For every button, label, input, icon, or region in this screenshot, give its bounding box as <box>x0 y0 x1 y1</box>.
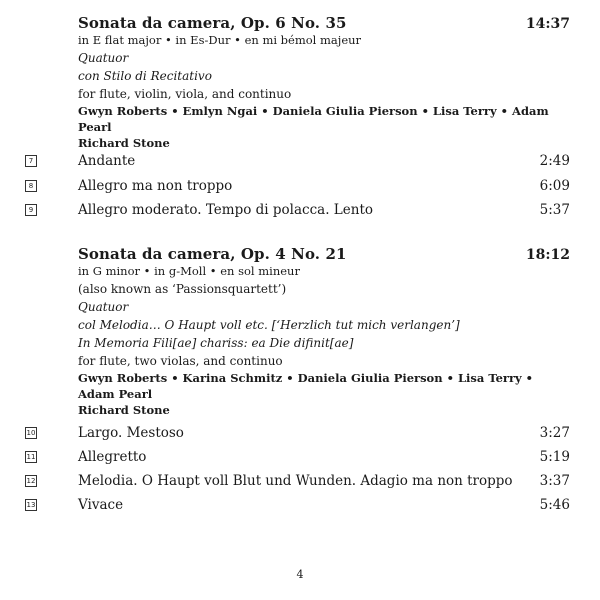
work-keys: in E flat major • in Es-Dur • en mi bémol majeur <box>78 33 362 47</box>
track-duration: 3:27 <box>539 425 570 441</box>
track-row[interactable] <box>25 494 570 516</box>
work-title: Sonata da camera, Op. 6 No. 35 <box>78 14 347 32</box>
track-row[interactable] <box>25 470 570 492</box>
track-number: 9 <box>25 204 37 216</box>
work-performers-cont: Richard Stone <box>78 136 170 150</box>
work-block <box>78 245 570 418</box>
work-italic-line: Quatuor <box>78 51 129 65</box>
track-number: 13 <box>26 501 36 509</box>
track-duration: 6:09 <box>539 178 570 194</box>
track-duration: 2:49 <box>539 153 570 169</box>
work-italic-line: In Memoria Fili[ae] chariss: ea Die difinit[ae] <box>78 336 354 350</box>
track-duration: 5:19 <box>539 449 570 465</box>
work-scoring: for flute, two violas, and continuo <box>78 354 283 368</box>
track-row[interactable] <box>25 150 570 172</box>
track-title: Vivace <box>78 497 124 513</box>
work-note: (also known as ‘Passionsquartett’) <box>78 282 287 296</box>
work-scoring: for flute, violin, viola, and continuo <box>78 87 292 101</box>
work-performers: Gwyn Roberts • Emlyn Ngai • Daniela Giulia Pierson • Lisa Terry • Adam Pearl <box>78 104 549 134</box>
track-number: 11 <box>26 453 36 461</box>
track-row[interactable] <box>25 446 570 468</box>
work-header <box>78 14 570 32</box>
track-title: Melodia. O Haupt voll Blut und Wunden. Adagio ma non troppo <box>78 473 513 489</box>
track-number: 12 <box>26 477 36 485</box>
work-duration: 14:37 <box>525 16 570 32</box>
work-block <box>78 14 570 151</box>
track-number: 8 <box>25 180 37 192</box>
track-duration: 5:46 <box>539 497 570 513</box>
track-number: 10 <box>26 429 36 437</box>
track-title: Allegro moderato. Tempo di polacca. Lento <box>78 202 373 218</box>
track-duration: 3:37 <box>539 473 570 489</box>
track-title: Allegro ma non troppo <box>78 178 233 194</box>
work-performers-cont: Richard Stone <box>78 403 170 417</box>
work-keys: in G minor • in g-Moll • en sol mineur <box>78 264 300 278</box>
track-title: Largo. Mestoso <box>78 425 184 441</box>
work-italic-line: Quatuor <box>78 300 129 314</box>
work-duration: 18:12 <box>525 247 570 263</box>
track-title: Allegretto <box>78 449 147 465</box>
track-number: 7 <box>25 155 37 167</box>
track-title: Andante <box>78 153 136 169</box>
track-row[interactable] <box>25 199 570 221</box>
page-number: 4 <box>296 568 304 581</box>
work-performers: Gwyn Roberts • Karina Schmitz • Daniela Giulia Pierson • Lisa Terry • Adam Pearl <box>78 371 534 401</box>
track-row[interactable] <box>25 422 570 444</box>
work-italic-line: col Melodia… O Haupt voll etc. [‘Herzlich tut mich verlangen’] <box>78 318 460 332</box>
work-header <box>78 245 570 263</box>
track-row[interactable] <box>25 175 570 197</box>
track-duration: 5:37 <box>539 202 570 218</box>
work-title: Sonata da camera, Op. 4 No. 21 <box>78 245 347 263</box>
work-italic-line: con Stilo di Recitativo <box>78 69 212 83</box>
